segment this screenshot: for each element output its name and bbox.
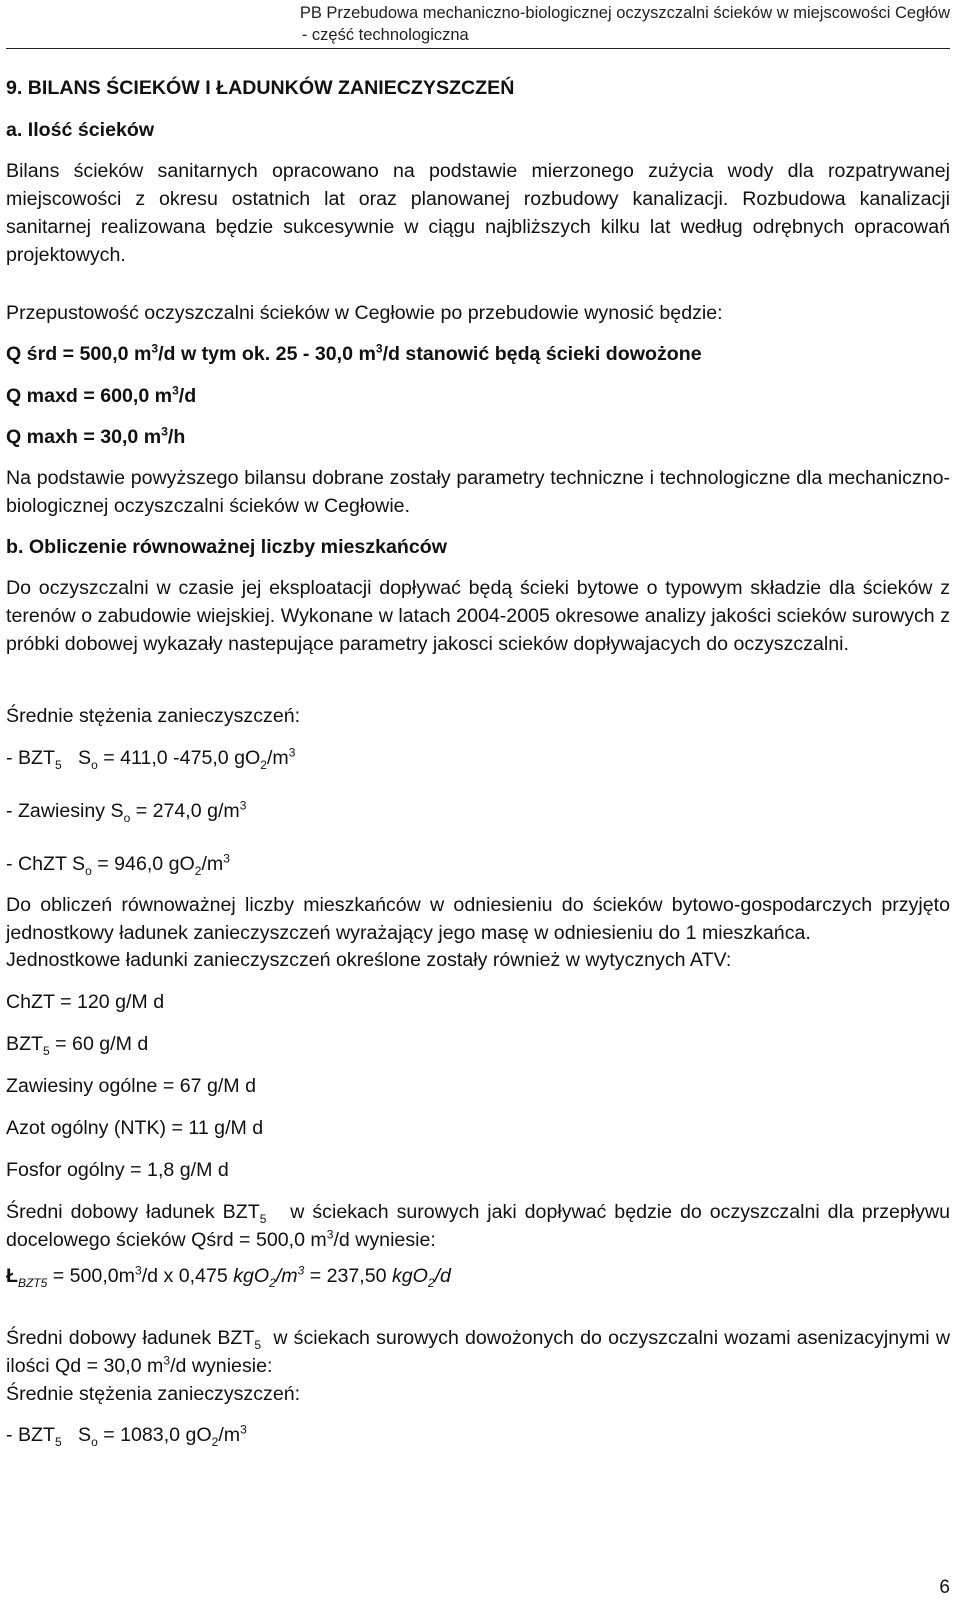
flow-average-sup: 3 bbox=[151, 341, 159, 356]
formula-part-e: = 237,50 bbox=[304, 1265, 392, 1287]
flow-average-text-mid: /d w tym ok. 25 - 30,0 m bbox=[158, 343, 376, 365]
header-line-1: PB Przebudowa mechaniczno-biologicznej oczyszczalni ścieków w miejscowości Cegłów bbox=[299, 4, 950, 22]
bzt5-sub: 5 bbox=[54, 757, 62, 772]
section-a-paragraph-1: Bilans ścieków sanitarnych opracowano na podstawie mierzonego zużycia wody dla rozpatrywanej miejscowości z okresu ostatnich lat oraz planowanej rozbudowy kanalizacji. Rozbudowa kanalizacji sanitarnej realizowana będzie sukcesywnie w ciągu najbliższych kilku lat według odrębnych opracowań projektowych. bbox=[6, 160, 950, 266]
section-a-paragraph-2: Przepustowość oczyszczalni ścieków w Cegłowie po przebudowie wynosić będzie: bbox=[6, 302, 723, 324]
average-concentrations-label: Średnie stężenia zanieczyszczeń: bbox=[6, 705, 301, 727]
header-rule bbox=[6, 48, 950, 49]
formula-part-f: kgO bbox=[391, 1265, 428, 1287]
section-b-paragraph-2: Do obliczeń równoważnej liczby mieszkańców w odniesieniu do ścieków bytowo-gospodarczych przyjęto jednostkowy ładunek zanieczyszczeń wyrażający jego masę w odniesieniu do 1 mieszkańca. bbox=[6, 894, 950, 944]
p4-text-a: Średni dobowy ładunek BZT bbox=[6, 1201, 260, 1223]
bzt5-2-label: - BZT bbox=[6, 1424, 55, 1446]
unit-load-chzt: ChZT = 120 g/M d bbox=[6, 991, 165, 1013]
bzt5-o2-sub: 2 bbox=[260, 757, 267, 772]
unit-load-total-nitrogen: Azot ogólny (NTK) = 11 g/M d bbox=[6, 1117, 264, 1139]
flow-max-daily bbox=[6, 382, 950, 410]
section-a-title: a. Ilość ścieków bbox=[6, 119, 155, 141]
chzt-value: = 946,0 gO bbox=[97, 853, 195, 875]
header-line-2: - część technologiczna bbox=[301, 26, 469, 44]
chzt-label: - ChZT S bbox=[6, 853, 86, 875]
unit-load-bzt5 bbox=[6, 1030, 950, 1058]
page-header bbox=[300, 2, 950, 46]
p5-text-a: Średni dobowy ładunek BZT bbox=[6, 1327, 255, 1349]
flow-max-daily-unit: /d bbox=[178, 385, 197, 407]
section-b-paragraph-4 bbox=[6, 1198, 950, 1254]
flow-average-text-end: /d stanowić będą ścieki dowożone bbox=[382, 343, 702, 365]
flow-max-hourly bbox=[6, 423, 950, 451]
suspended-solids-value: = 274,0 g/m bbox=[135, 800, 240, 822]
bzt5-2-value: = 1083,0 gO bbox=[103, 1424, 212, 1446]
p4-text-c: /d wyniesie: bbox=[333, 1229, 436, 1251]
formula-L-sub: BZT5 bbox=[17, 1275, 48, 1290]
section-a-paragraph-3: Na podstawie powyższego bilansu dobrane zostały parametry techniczne i technologiczne dla mechaniczno-biologicznej oczyszczalni ścieków w Cegłowie. bbox=[6, 467, 950, 517]
formula-sup-a: 3 bbox=[135, 1263, 142, 1278]
section-b-paragraph-5 bbox=[6, 1324, 950, 1380]
p5-sup: 3 bbox=[163, 1353, 171, 1368]
flow-average-sup-2: 3 bbox=[375, 341, 383, 356]
chzt-unit-sup: 3 bbox=[223, 851, 230, 866]
bzt5-2-s-sub: o bbox=[91, 1434, 98, 1449]
p5-text-c: /d wyniesie: bbox=[170, 1355, 273, 1377]
suspended-solids-s-sub: o bbox=[123, 810, 131, 825]
formula-part-g: /d bbox=[434, 1265, 451, 1287]
bzt5-concentration bbox=[6, 744, 950, 772]
bzt5-2-o2-sub: 2 bbox=[211, 1434, 219, 1449]
formula-L: Ł bbox=[6, 1265, 18, 1287]
formula-sub-f: 2 bbox=[427, 1275, 435, 1290]
formula-part-a: = 500,0m bbox=[47, 1265, 135, 1287]
flow-max-hourly-sup: 3 bbox=[161, 424, 168, 439]
flow-max-daily-sup: 3 bbox=[172, 383, 179, 398]
average-concentrations-label-2: Średnie stężenia zanieczyszczeń: bbox=[6, 1383, 301, 1405]
section-b-paragraph-3: Jednostkowe ładunki zanieczyszczeń określone zostały również w wytycznych ATV: bbox=[6, 949, 732, 971]
chzt-concentration bbox=[6, 850, 950, 878]
unit-load-bzt5-sub: 5 bbox=[43, 1043, 50, 1058]
chzt-s-sub: o bbox=[85, 863, 92, 878]
unit-load-bzt5-value: = 60 g/M d bbox=[55, 1033, 149, 1055]
bzt5-value: = 411,0 -475,0 gO bbox=[103, 747, 261, 769]
section-9-title: 9. BILANS ŚCIEKÓW I ŁADUNKÓW ZANIECZYSZCZEŃ bbox=[6, 77, 515, 99]
suspended-solids-label: - Zawiesiny S bbox=[6, 800, 124, 822]
p4-sub: 5 bbox=[259, 1211, 267, 1226]
bzt5-concentration-2 bbox=[6, 1421, 950, 1449]
flow-average-text: Q śrd = 500,0 m bbox=[6, 343, 152, 365]
bzt5-load-formula bbox=[6, 1262, 950, 1290]
flow-average bbox=[6, 340, 950, 368]
flow-max-hourly-unit: /h bbox=[167, 426, 186, 448]
bzt5-2-unit-sup: 3 bbox=[240, 1422, 247, 1437]
bzt5-2-s: S bbox=[78, 1424, 92, 1446]
p5-text-b: w ściekach surowych dowożonych do oczyszczalni wozami asenizacyjnymi w ilości Qd = 30,0 m bbox=[6, 1327, 950, 1377]
formula-part-c: kgO bbox=[233, 1265, 270, 1287]
chzt-unit: /m bbox=[201, 853, 224, 875]
p5-sub: 5 bbox=[254, 1337, 262, 1352]
unit-load-total-phosphorus: Fosfor ogólny = 1,8 g/M d bbox=[6, 1159, 229, 1181]
p4-text-b: w ściekach surowych jaki dopływać będzie do oczyszczalni dla przepływu docelowego ścieków Qśrd = 500,0 m bbox=[6, 1201, 950, 1251]
chzt-o2-sub: 2 bbox=[194, 863, 202, 878]
unit-load-bzt5-label: BZT bbox=[6, 1033, 44, 1055]
bzt5-unit-sup: 3 bbox=[288, 745, 296, 760]
formula-part-b: /d x 0,475 bbox=[141, 1265, 234, 1287]
section-b-title: b. Obliczenie równoważnej liczby mieszkańców bbox=[6, 536, 447, 558]
suspended-solids-concentration bbox=[6, 797, 950, 825]
section-b-paragraph-1: Do oczyszczalni w czasie jej eksploatacji dopływać będą ścieki bytowe o typowym składzie dla ścieków z terenów o zabudowie wiejskiej. Wykonane w latach 2004-2005 okresowe analizy jakości scieków surowych z próbki dobowej wykazały nastepujące parametry jakosci scieków dopływajacych do oczyszczalni. bbox=[6, 577, 950, 655]
bzt5-s: S bbox=[78, 747, 92, 769]
unit-load-suspended-solids: Zawiesiny ogólne = 67 g/M d bbox=[6, 1075, 256, 1097]
formula-part-d: /m bbox=[275, 1265, 298, 1287]
page-number: 6 bbox=[939, 1577, 950, 1598]
bzt5-s-sub: o bbox=[91, 757, 98, 772]
formula-sub-c: 2 bbox=[269, 1275, 276, 1290]
formula-sup-d: 3 bbox=[297, 1263, 305, 1278]
suspended-solids-unit-sup: 3 bbox=[239, 798, 247, 813]
p4-sup: 3 bbox=[326, 1227, 334, 1242]
bzt5-unit: /m bbox=[266, 747, 289, 769]
bzt5-2-sub: 5 bbox=[54, 1434, 62, 1449]
bzt5-2-unit: /m bbox=[218, 1424, 241, 1446]
bzt5-label: - BZT bbox=[6, 747, 55, 769]
flow-max-daily-text: Q maxd = 600,0 m bbox=[6, 385, 173, 407]
flow-max-hourly-text: Q maxh = 30,0 m bbox=[6, 426, 162, 448]
